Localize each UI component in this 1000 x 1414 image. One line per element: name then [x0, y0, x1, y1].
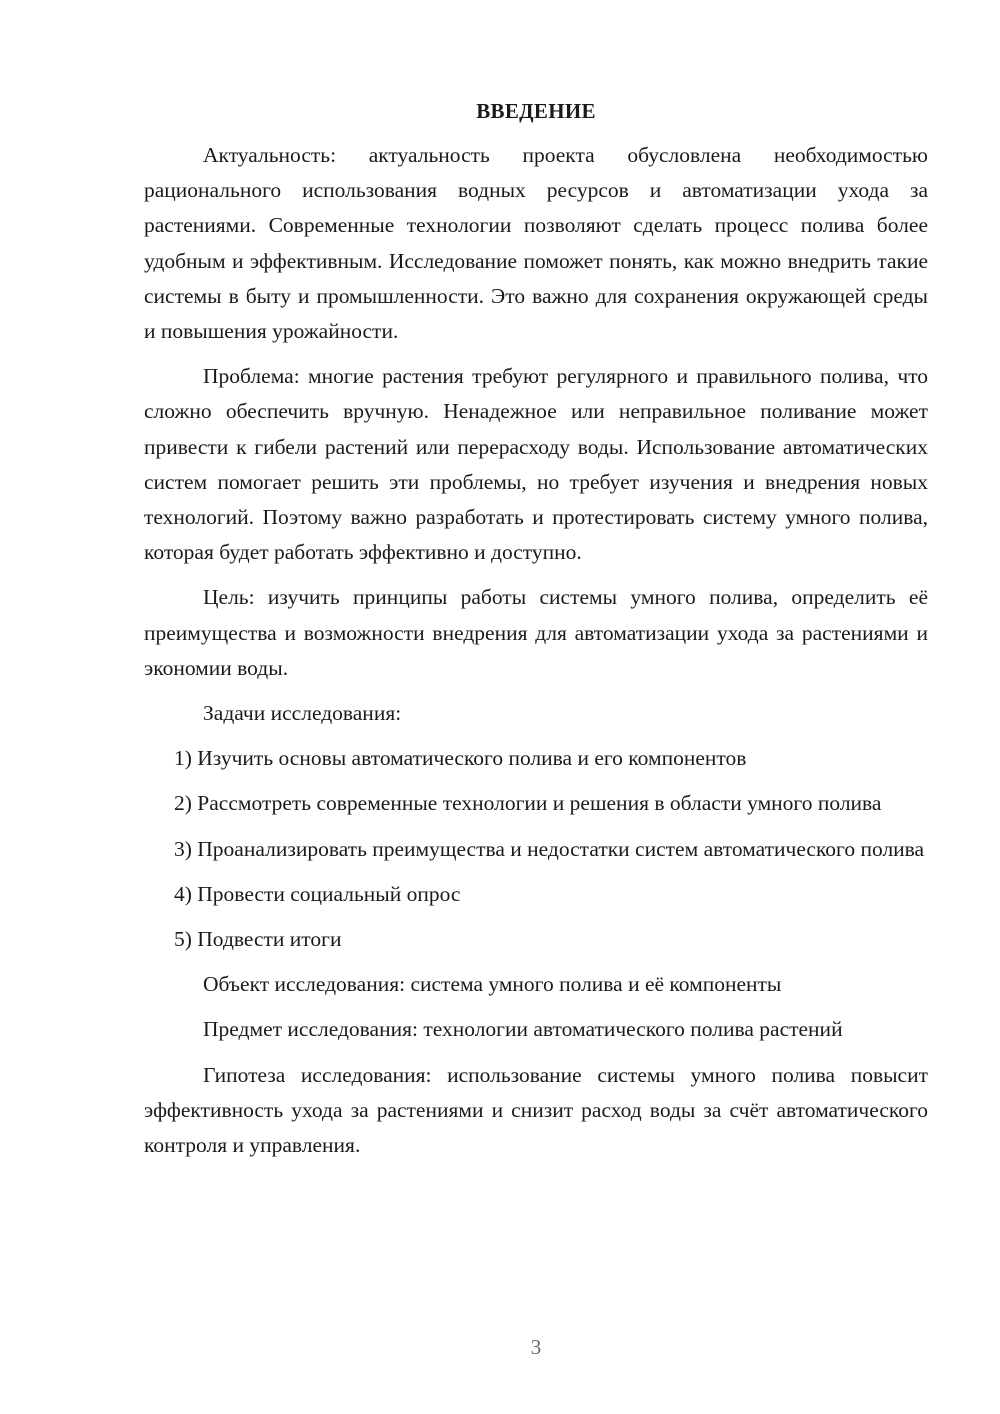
problem-paragraph: Проблема: многие растения требуют регулярного и правильного полива, что сложно обеспечить вручную. Ненадежное или неправильное поливание может привести к гибели растений или перерасходу воды. Использование автоматических систем помогает решить эти проблемы, но требует изучения и внедрения новых технологий. Поэтому важно разработать и протестировать систему умного полива, которая будет работать эффективно и доступно. [144, 364, 928, 565]
document-page [144, 94, 928, 1163]
page-number: 3 [530, 1335, 542, 1359]
task-item-5: 5) Подвести итоги [174, 927, 342, 952]
object-paragraph: Объект исследования: система умного полива и её компоненты [203, 972, 782, 997]
task-item-3: 3) Проанализировать преимущества и недостатки систем автоматического полива [174, 836, 925, 861]
task-item-1: 1) Изучить основы автоматического полива и его компонентов [174, 746, 747, 771]
task-item-4: 4) Провести социальный опрос [174, 881, 461, 906]
relevance-paragraph: Актуальность: актуальность проекта обусловлена необходимостью рационального использования водных ресурсов и автоматизации ухода за растениями. Современные технологии позволяют сделать процесс полива более удобным и эффективным. Исследование поможет понять, как можно внедрить такие системы в быту и промышленности. Это важно для сохранения окружающей среды и повышения урожайности. [144, 143, 928, 344]
goal-paragraph: Цель: изучить принципы работы системы умного полива, определить её преимущества и возможности внедрения для автоматизации ухода за растениями и экономии воды. [144, 585, 928, 680]
task-item-2: 2) Рассмотреть современные технологии и решения в области умного полива [174, 791, 882, 816]
hypothesis-paragraph: Гипотеза исследования: использование системы умного полива повысит эффективность ухода за растениями и снизит расход воды за счёт автоматического контроля и управления. [144, 1062, 928, 1158]
page-title: ВВЕДЕНИЕ [476, 99, 596, 123]
tasks-heading: Задачи исследования: [203, 701, 402, 726]
subject-paragraph: Предмет исследования: технологии автоматического полива растений [203, 1017, 843, 1042]
